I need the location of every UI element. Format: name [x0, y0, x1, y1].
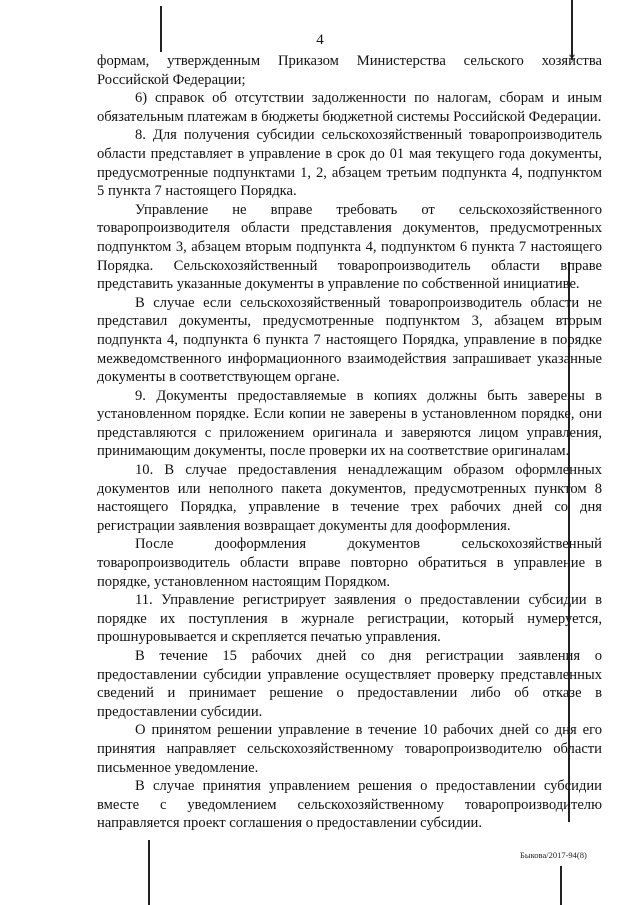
footer-code: Быкова/2017-94(8) [520, 850, 587, 860]
paragraph-7: 10. В случае предоставления ненадлежащим образом оформленных документов или неполного пакета документов, предусмотренных пунктом 8 настоящего Порядка, управление в течение трех рабочих дней со дня регистрации заявления возвращает документы для дооформления. [97, 462, 602, 534]
scan-line-bottom-left [148, 840, 150, 905]
paragraph-1: формам, утвержденным Приказом Министерства сельского хозяйства Российской Федерации; [97, 53, 602, 88]
paragraph-4: Управление не вправе требовать от сельскохозяйственного товаропроизводителя области представления документов, предусмотренных подпунктом 3, абзацем вторым подпункта 4, подпунктом 6 пункта 7 настоящего Порядка. Сельскохозяйственный товаропроизводитель области вправе представить указанные документы в управление по собственной инициативе. [97, 201, 602, 293]
paragraph-6: 9. Документы предоставляемые в копиях должны быть заверены в установленном порядке. Если копии не заверены в установленном порядке, они представляются с приложением оригинала и заверяются лицом управления, принимающим документы, после проверки их на соответствие оригиналам. [97, 387, 602, 460]
paragraph-2: 6) справок об отсутствии задолженности по налогам, сборам и иным обязательным платежам в бюджеты бюджетной системы Российской Федерации. [97, 90, 602, 125]
scan-line-bottom-right [560, 866, 562, 905]
paragraph-11: О принятом решении управление в течение 10 рабочих дней со дня его принятия направляет сельскохозяйственному товаропроизводителю области письменное уведомление. [97, 722, 602, 776]
scan-line-top-right [571, 0, 573, 60]
paragraph-5: В случае если сельскохозяйственный товаропроизводитель области не представил документы, предусмотренные подпунктом 3, абзацем вторым подпункта 4, подпункта 6 пункта 7 настоящего Порядка, управление в порядке межведомственного информационного взаимодействия запрашивает указанные документы в соответствующем органе. [97, 294, 602, 386]
page-number: 4 [316, 32, 324, 48]
paragraph-12: В случае принятия управлением решения о предоставлении субсидии вместе с уведомлением сельскохозяйственному товаропроизводителю направляется проект соглашения о предоставлении субсидии. [97, 778, 602, 832]
paragraph-10: В течение 15 рабочих дней со дня регистрации заявления о предоставлении субсидии управление осуществляет проверку представленных сведений и принимает решение о предоставлении либо об отказе в предоставлении субсидии. [97, 648, 602, 720]
paragraph-9: 11. Управление регистрирует заявления о предоставлении субсидии в порядке их поступления в журнале регистрации, который нумеруется, прошнуровывается и скрепляется печатью управления. [97, 592, 602, 646]
body-text [97, 52, 602, 833]
paragraph-8: После дооформления документов сельскохозяйственный товаропроизводитель области вправе повторно обратиться в управление в порядке, установленном настоящим Порядком. [97, 536, 602, 590]
paragraph-3: 8. Для получения субсидии сельскохозяйственный товаропроизводитель области представляет в управление в срок до 01 мая текущего года документы, предусмотренные подпунктами 1, 2, абзацем третьим подпункта 4, подпунктом 5 пункта 7 настоящего Порядка. [97, 127, 602, 200]
